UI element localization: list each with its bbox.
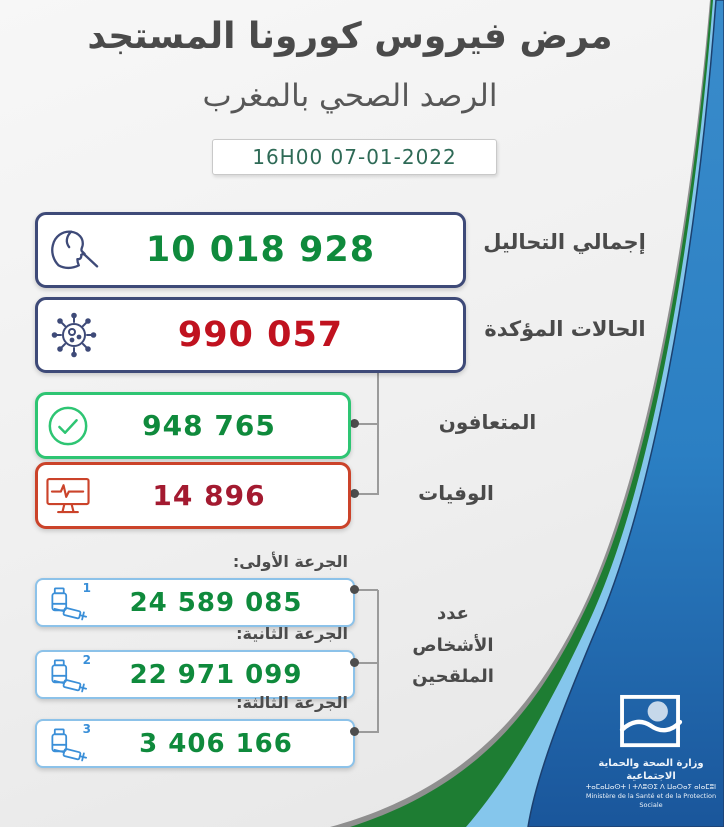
- page-title: مرض فيروس كورونا المستجد: [87, 16, 613, 57]
- bracket-dot-dose2: [350, 658, 359, 667]
- monitor-flatline-icon: [38, 475, 98, 517]
- dose1-value: 24 589 085: [129, 587, 303, 618]
- dose3-box: [35, 719, 355, 768]
- connector-deaths-dot: [350, 489, 359, 498]
- recovered-label: المتعافون: [438, 410, 537, 434]
- total-tests-label: إجمالي التحاليل: [483, 230, 646, 254]
- vaccinated-people-label: [392, 598, 514, 693]
- confirmed-cases-value: 990 057: [177, 315, 344, 355]
- vaccine-vial-icon: [37, 652, 97, 694]
- vaccinated-label-line3: الملقحين: [412, 666, 494, 687]
- deaths-label: الوفيات: [418, 481, 494, 505]
- deaths-box: [35, 462, 351, 529]
- dose1-label: الجرعة الأولى:: [232, 552, 348, 571]
- dose2-label: الجرعة الثانية:: [236, 624, 348, 643]
- ministry-name-french: Ministère de la Santé et de la Protection Sociale: [585, 792, 717, 809]
- confirmed-cases-box: [35, 297, 466, 373]
- ministry-logo-block: [578, 694, 724, 809]
- dose2-box: [35, 650, 355, 699]
- vaccine-vial-icon: [37, 721, 97, 763]
- dose1-number: 1: [82, 580, 91, 595]
- vaccinated-label-line1: عدد: [437, 603, 469, 624]
- recovered-value: 948 765: [142, 409, 276, 442]
- datetime-badge: [212, 139, 497, 175]
- ministry-name-tifinagh: ⵜⴰⵎⴰⵡⴰⵙⵜ ⵏ ⵜⴷⵓⵙⵉ ⴷ ⵡⴰⵔⴰⵢ ⴰⵏⴰⵎⵓⵏ: [585, 783, 717, 791]
- dose3-value: 3 406 166: [139, 728, 293, 759]
- check-circle-icon: [38, 404, 98, 448]
- confirmed-cases-label: الحالات المؤكدة: [484, 317, 646, 341]
- deaths-value: 14 896: [152, 479, 266, 512]
- connector-vertical-line: [377, 368, 379, 495]
- page-subtitle: الرصد الصحي بالمغرب: [202, 78, 498, 114]
- connector-recovered-dot: [350, 419, 359, 428]
- dose3-number: 3: [82, 721, 91, 736]
- bracket-line-dose2: [358, 662, 378, 664]
- bracket-line-dose1: [358, 589, 378, 591]
- dose1-box: [35, 578, 355, 627]
- dose2-value: 22 971 099: [129, 659, 303, 690]
- vaccinated-label-line2: الأشخاص: [412, 634, 494, 656]
- recovered-box: [35, 392, 351, 459]
- connector-recovered-line: [358, 423, 378, 425]
- bracket-dot-dose3: [350, 727, 359, 736]
- total-tests-value: 10 018 928: [145, 230, 376, 270]
- datetime-text: 16H00 07-01-2022: [252, 145, 457, 169]
- dose2-number: 2: [82, 652, 91, 667]
- connector-deaths-line: [358, 493, 378, 495]
- bracket-line-dose3: [358, 731, 378, 733]
- total-tests-box: [35, 212, 466, 288]
- swab-test-icon: [38, 225, 110, 275]
- vaccine-vial-icon: [37, 580, 97, 622]
- bracket-dot-dose1: [350, 585, 359, 594]
- ministry-name-arabic: وزارة الصحة والحماية الاجتماعية: [598, 758, 704, 782]
- virus-icon: [38, 309, 110, 361]
- dose3-label: الجرعة الثالثة:: [236, 693, 348, 712]
- ministry-logo-icon: [618, 694, 684, 750]
